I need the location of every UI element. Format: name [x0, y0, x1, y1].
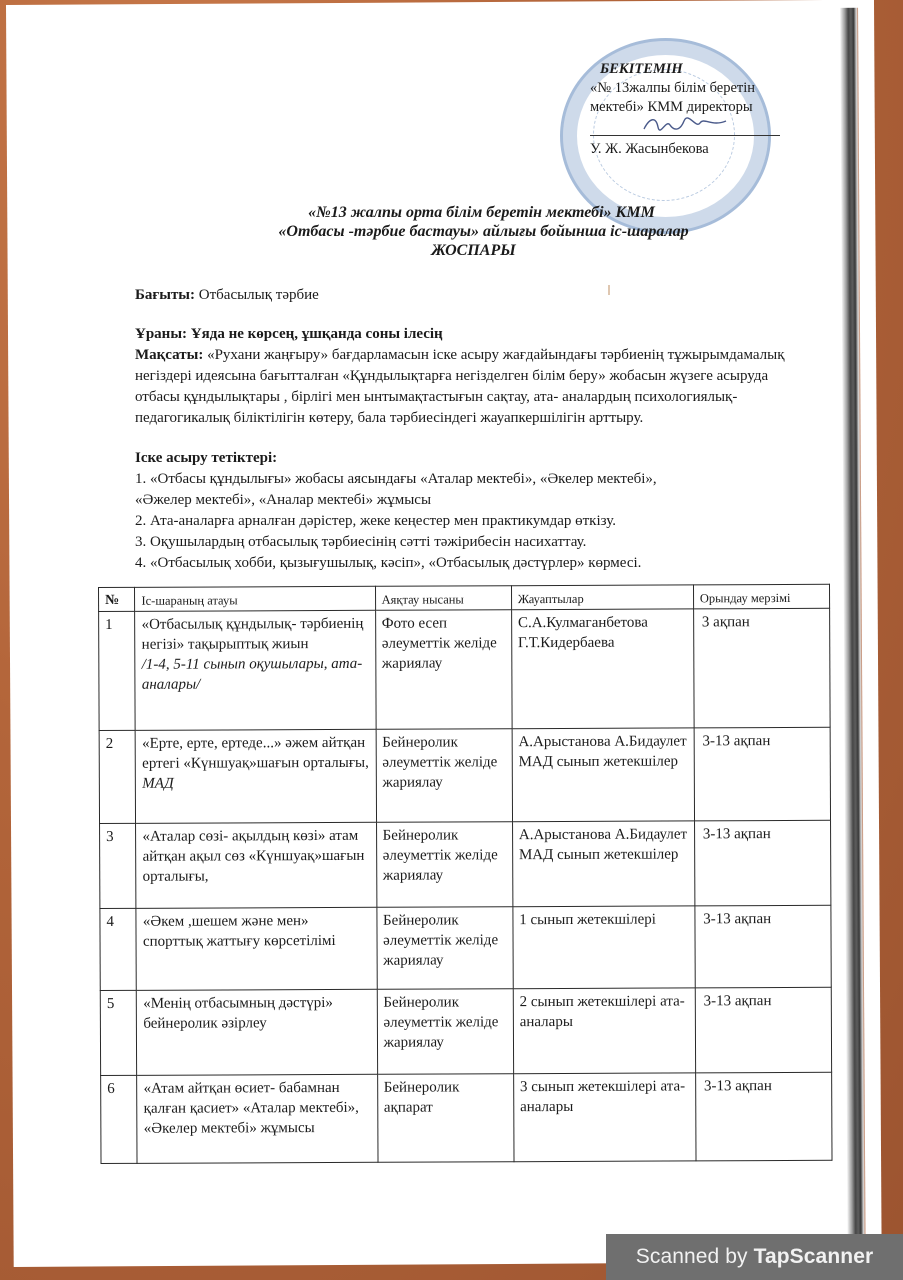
- row-deadline: 3-13 ақпан: [694, 727, 831, 821]
- motto-value: Ұяда не көрсең, ұшқанда соны ілесің: [190, 326, 443, 342]
- header-number: №: [99, 587, 135, 611]
- event-note: МАД: [142, 775, 174, 792]
- table-row: [99, 608, 831, 730]
- header-deadline: Орындау мерзімі: [693, 584, 829, 609]
- approval-org-line1: «№ 13жалпы білім беретін: [590, 80, 756, 96]
- table-row: [100, 987, 831, 1075]
- document-heading: [0, 203, 903, 260]
- events-plan-table: [98, 584, 833, 1164]
- row-number: 1: [99, 611, 136, 730]
- direction-value: Отбасылық тәрбие: [198, 287, 319, 303]
- motto-label: Ұраны:: [135, 326, 188, 342]
- approval-title: БЕКІТЕМІН: [600, 61, 683, 77]
- event-title: «Отбасылық құндылық- тәрбиенің негізі» тақырыптық жиын: [141, 615, 364, 653]
- table-header-row: [99, 584, 830, 611]
- row-event-name: «Әкем ,шешем және мен» спорттық жаттығу көрсетілімі: [136, 907, 377, 990]
- signature-icon: [640, 113, 730, 135]
- goal-label: Мақсаты:: [135, 347, 204, 363]
- row-completion-form: Бейнеролик ақпарат: [377, 1074, 514, 1163]
- row-deadline: 3-13 ақпан: [695, 1072, 832, 1161]
- table-row: [100, 905, 831, 990]
- row-number: 5: [100, 990, 137, 1075]
- row-completion-form: Бейнеролик әлеуметтік желіде жариялау: [377, 989, 514, 1075]
- row-responsible: А.Арыстанова А.Бидаулет МАД сынып жетекшілер: [512, 821, 694, 907]
- heading-line2: «Отбасы -тәрбие бастауы» айлығы бойынша іс-шаралар: [278, 223, 689, 240]
- event-title: «Ерте, ерте, ертеде...» әжем айтқан ертегі «Күншуақ»шағын орталығы,: [142, 734, 369, 772]
- row-completion-form: Бейнеролик әлеуметтік желіде жариялау: [376, 729, 513, 823]
- row-number: 6: [101, 1075, 138, 1163]
- row-completion-form: Бейнеролик әлеуметтік желіде жариялау: [376, 907, 513, 990]
- header-event-name: Іс-шараның атауы: [135, 586, 375, 611]
- row-event-name: «Аталар сөзі- ақылдың көзі» атам айтқан ақыл сөз «Күншуақ»шағын орталығы,: [136, 822, 377, 908]
- mechanisms-section: [135, 448, 815, 574]
- row-completion-form: Бейнеролик әлеуметтік желіде жариялау: [376, 822, 513, 908]
- direction-paragraph: [135, 285, 815, 306]
- row-deadline: 3-13 ақпан: [695, 905, 832, 988]
- mechanism-item: 3. Оқушылардың отбасылық тәрбиесінің сәтті тәжірибесін насихаттау.: [135, 534, 587, 550]
- scan-edge-shadow: [840, 8, 866, 1248]
- mechanism-item: 2. Ата-аналарға арналған дәрістер, жеке кеңестер мен практикумдар өткізу.: [135, 513, 616, 529]
- row-responsible: А.Арыстанова А.Бидаулет МАД сынып жетекшілер: [512, 728, 694, 822]
- row-number: 3: [100, 823, 137, 908]
- header-completion-form: Аяқтау нысаны: [375, 586, 511, 611]
- row-number: 2: [99, 730, 136, 823]
- director-name: У. Ж. Жасынбекова: [590, 141, 709, 157]
- mechanism-item: 1. «Отбасы құндылығы» жобасы аясындағы «Аталар мектебі», «Әкелер мектебі»,: [135, 471, 657, 487]
- row-completion-form: Фото есеп әлеуметтік желіде жариялау: [375, 610, 512, 730]
- row-responsible: 2 сынып жетекшілері ата-аналары: [513, 988, 695, 1074]
- row-deadline: 3 ақпан: [693, 608, 830, 728]
- mechanism-item: «Әжелер мектебі», «Аналар мектебі» жұмысы: [135, 492, 432, 508]
- row-responsible: С.А.Кулмаганбетова Г.Т.Кидербаева: [511, 609, 693, 729]
- table-row: [99, 727, 830, 823]
- row-event-name: [136, 729, 377, 823]
- heading-line3: ЖОСПАРЫ: [431, 242, 516, 259]
- watermark-prefix: Scanned by: [635, 1245, 754, 1268]
- goal-value: «Рухани жаңғыру» бағдарламасын іске асыру жағдайындағы тәрбиенің тұжырымдамалық негіздері идеясына бағытталған «Құндылықтарға негізделген білім беру» жобасын жүзеге асыруда отбасы құндылықтары , бірлігі мен ынтымақтастығын сақтау, ата- аналардың психологиялық-педагогикалық біліктілігін көтеру, бала тәрбиесіндегі жауапкершілігін арттыру.: [135, 347, 785, 426]
- row-responsible: 1 сынып жетекшілері: [513, 906, 695, 989]
- signature-line: [590, 117, 780, 136]
- mechanism-item: 4. «Отбасылық хобби, қызығушылық, кәсіп», «Отбасылық дәстүрлер» көрмесі.: [135, 555, 642, 571]
- row-responsible: 3 сынып жетекшілері ата-аналары: [513, 1073, 695, 1162]
- row-event-name: «Менің отбасымның дәстүрі» бейнеролик әзірлеу: [137, 989, 378, 1075]
- heading-line1: «№13 жалпы орта білім беретін мектебі» КММ: [308, 204, 655, 221]
- table-row: [101, 1072, 832, 1163]
- event-note: /1-4, 5-11 сынып оқушылары, ата-аналары/: [141, 655, 363, 693]
- scanner-watermark: [606, 1234, 903, 1280]
- direction-label: Бағыты:: [135, 287, 196, 303]
- row-number: 4: [100, 908, 137, 990]
- document-body: [135, 285, 815, 574]
- row-event-name: «Атам айтқан өсиет- бабамнан қалған қасиет» «Аталар мектебі», «Әкелер мектебі» жұмысы: [137, 1074, 378, 1163]
- approval-org-line2: мектебі» КММ директоры: [590, 99, 753, 115]
- mechanisms-label: Іске асыру тетіктері:: [135, 450, 278, 466]
- header-responsible: Жауаптылар: [511, 585, 693, 610]
- approval-block: [590, 60, 800, 159]
- row-deadline: 3-13 ақпан: [695, 987, 832, 1073]
- table-row: [100, 820, 831, 908]
- row-event-name: [135, 610, 376, 730]
- goal-paragraph: [135, 345, 815, 429]
- motto-paragraph: [135, 324, 815, 345]
- row-deadline: 3-13 ақпан: [694, 820, 831, 906]
- watermark-brand: TapScanner: [753, 1245, 874, 1268]
